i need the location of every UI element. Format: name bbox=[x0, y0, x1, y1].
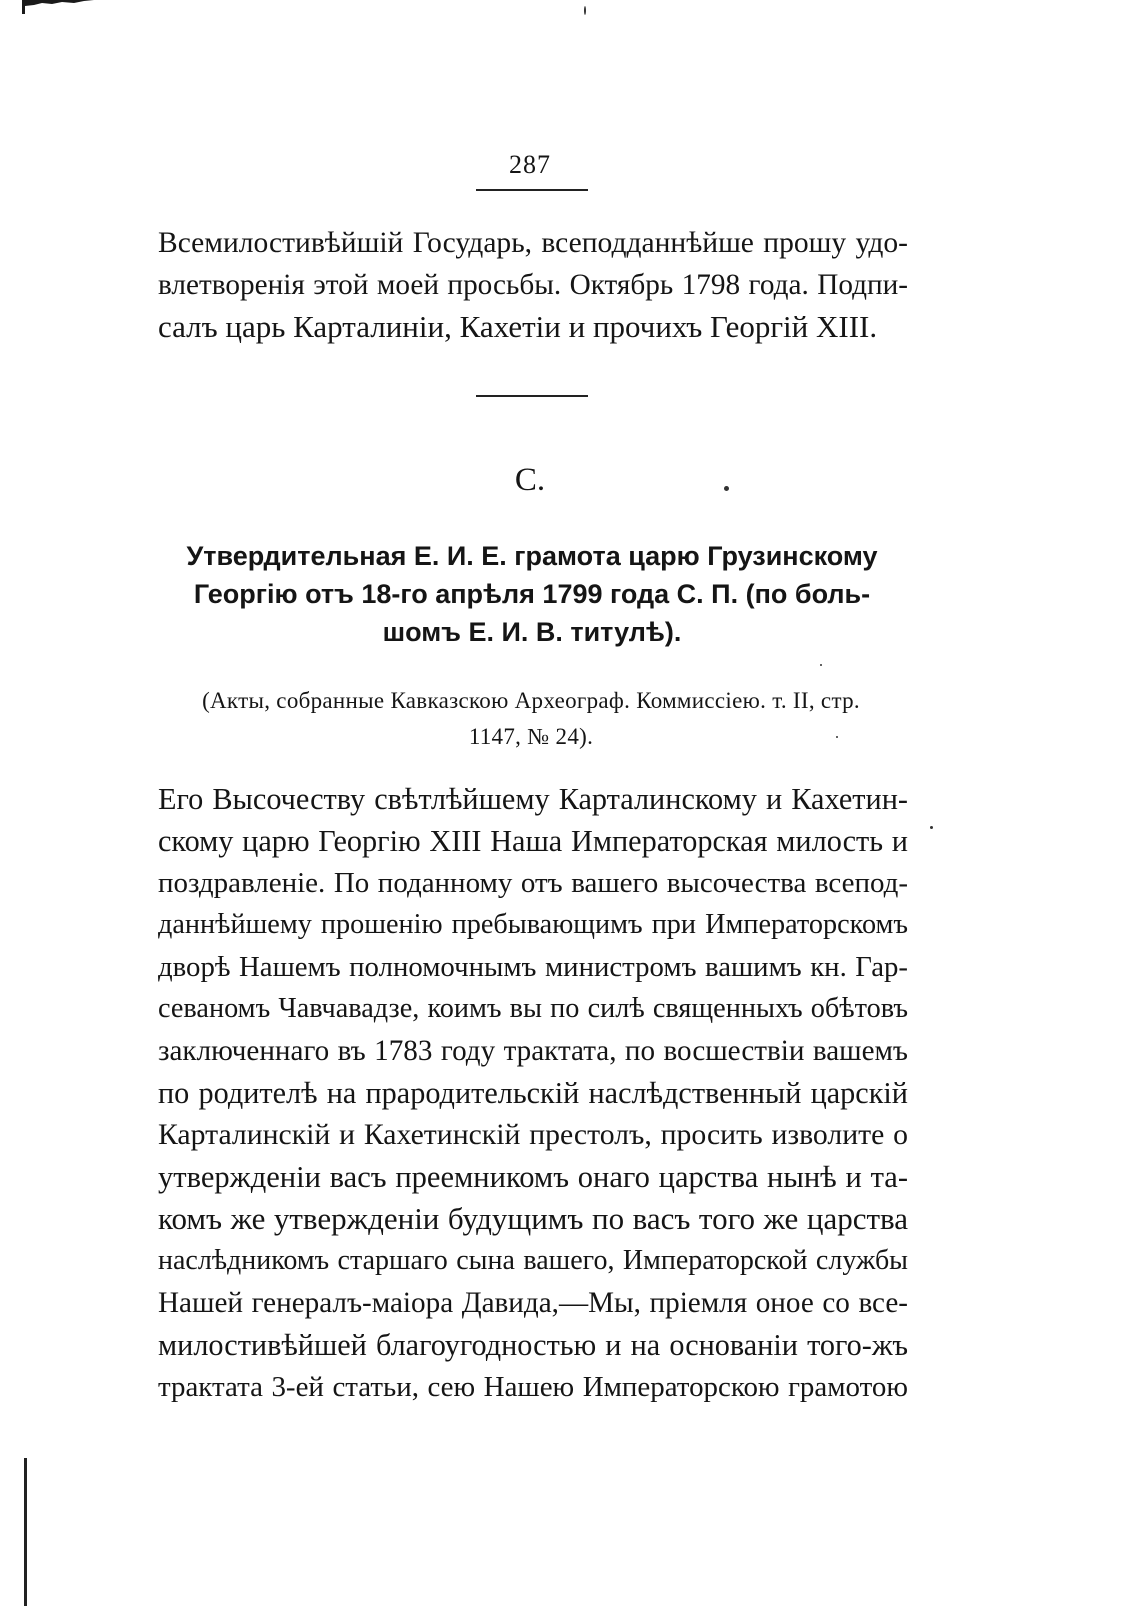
text-line: салъ царь Карталиніи, Кахетіи и прочихъ Георгій XIII. bbox=[158, 309, 878, 344]
title-line: шомъ Е. И. В. титулѣ). bbox=[382, 617, 682, 647]
body-line: трактата 3-ей статьи, сею Нашею Императорскою грамотою bbox=[158, 1371, 908, 1403]
scan-speck bbox=[584, 6, 586, 15]
body-line: по родителѣ на прародительскій наслѣдственный царскій bbox=[158, 1076, 908, 1110]
scan-speck bbox=[820, 664, 822, 666]
body-line: утвержденіи васъ преемникомъ онаго царства нынѣ и та- bbox=[158, 1160, 908, 1194]
body-line: поздравленіе. По поданному отъ вашего высочества всепод- bbox=[158, 867, 908, 899]
body-line: заключеннаго въ 1783 году трактата, по восшествіи вашемъ bbox=[158, 1035, 908, 1067]
body-line: дворѣ Нашемъ полномочнымъ министромъ вашимъ кн. Гар- bbox=[158, 951, 908, 983]
scan-left-edge-line bbox=[24, 1458, 27, 1606]
title-line: Георгію отъ 18-го апрѣля 1799 года С. П. (по боль- bbox=[193, 579, 871, 609]
body-line: Нашей генералъ-маіора Давида,—Мы, пріемля оное со все- bbox=[158, 1287, 908, 1319]
scan-speck bbox=[724, 486, 729, 491]
body-line: Карталинскій и Кахетинскій престолъ, просить изволите о bbox=[158, 1119, 908, 1151]
section-letter: C. bbox=[514, 462, 546, 498]
text-line: Всемилостивѣйшій Государь, всеподданнѣйше прошу удо- bbox=[158, 227, 908, 259]
citation-line: 1147, № 24). bbox=[468, 724, 594, 749]
text-line: влетворенія этой моей просьбы. Октябрь 1798 года. Подпи- bbox=[158, 269, 908, 301]
source-citation bbox=[150, 683, 912, 755]
body-line: даннѣйшему прошенію пребывающимъ при Императорскомъ bbox=[158, 909, 908, 940]
page-number-rule bbox=[476, 189, 588, 191]
section-divider bbox=[476, 395, 588, 397]
body-line: милостивѣйшей благоугодностью и на основаніи того-жъ bbox=[158, 1328, 908, 1362]
body-line: наслѣдникомъ старшаго сына вашего, Императорской службы bbox=[158, 1245, 908, 1276]
citation-line: (Акты, собранные Кавказскою Археограф. Коммиссіею. т. II, стр. bbox=[202, 688, 860, 713]
body-line: скому царю Георгію XIII Наша Императорская милость и bbox=[158, 824, 908, 858]
title-line: Утвердительная Е. И. Е. грамота царю Грузинскому bbox=[186, 541, 878, 571]
document-title bbox=[168, 537, 896, 651]
body-line: Его Высочеству свѣтлѣйшему Карталинскому и Кахетин- bbox=[158, 782, 908, 816]
page-number: 287 bbox=[509, 150, 551, 179]
document-body bbox=[158, 778, 908, 1408]
scan-speck bbox=[930, 826, 933, 829]
scan-corner-mark bbox=[22, 0, 94, 14]
body-line: севаномъ Чавчавадзе, коимъ вы по силѣ священныхъ обѣтовъ bbox=[158, 993, 908, 1024]
body-line: комъ же утвержденіи будущимъ по васъ того же царства bbox=[158, 1201, 908, 1236]
previous-document-ending bbox=[158, 222, 908, 348]
scan-speck bbox=[836, 736, 838, 738]
